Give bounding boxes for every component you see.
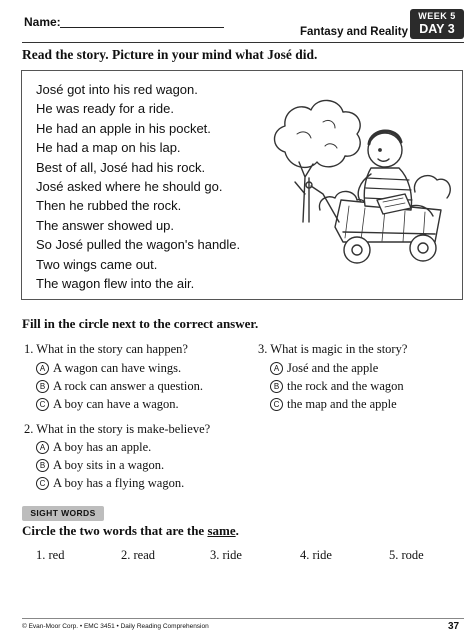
option-text: the map and the apple [287, 397, 397, 411]
option-text: A boy can have a wagon. [53, 397, 179, 411]
boy-wagon-illustration [265, 82, 455, 282]
page-number: 37 [448, 621, 460, 632]
q2-option-c[interactable] [36, 476, 184, 491]
option-text: the rock and the wagon [287, 379, 404, 393]
story-line: José got into his red wagon. [36, 82, 198, 97]
sight-words-badge: SIGHT WORDS [22, 506, 104, 521]
underlined-word: same [207, 523, 236, 538]
instruction-text: Circle the two words that are the [22, 523, 208, 538]
option-text: A wagon can have wings. [53, 361, 182, 375]
story-line: José asked where he should go. [36, 178, 223, 194]
sight-word-2[interactable]: 2. read [121, 548, 156, 562]
question-1-title: 1. What in the story can happen? [24, 342, 188, 356]
header-divider [22, 42, 464, 43]
instruction-end: . [235, 523, 239, 538]
sight-word-3[interactable]: 3. ride [210, 548, 242, 562]
option-text: A rock can answer a question. [53, 379, 203, 393]
story-line: The answer showed up. [36, 217, 175, 233]
answer-bubble[interactable]: A [270, 362, 283, 375]
question-3-title: 3. What is magic in the story? [258, 342, 408, 356]
q1-option-a[interactable] [36, 361, 181, 376]
answer-bubble[interactable]: C [270, 398, 283, 411]
answer-bubble[interactable]: C [36, 398, 49, 411]
answer-bubble[interactable]: B [270, 380, 283, 393]
story-line: The wagon flew into the air. [36, 275, 195, 291]
footer-copyright: © Evan-Moor Corp. • EMC 3451 • Daily Reading Comprehension [22, 623, 209, 630]
option-text: José and the apple [287, 361, 379, 375]
story-line: Two wings came out. [36, 256, 158, 272]
option-text: A boy sits in a wagon. [53, 458, 165, 472]
question-2-title: 2. What in the story is make-believe? [24, 422, 211, 436]
story-line: Best of all, José had his rock. [36, 159, 206, 175]
day-label: DAY 3 [419, 22, 455, 36]
story-instruction: Read the story. Picture in your mind what José did. [22, 47, 318, 62]
footer-divider [22, 618, 464, 619]
answer-bubble[interactable]: C [36, 477, 49, 490]
story-line: He had a map on his lap. [36, 140, 181, 156]
sight-word-5[interactable]: 5. rode [389, 548, 424, 562]
answer-bubble[interactable]: B [36, 459, 49, 472]
option-text: A boy has a flying wagon. [53, 476, 185, 490]
week-label: WEEK 5 [418, 11, 456, 21]
questions-instruction: Fill in the circle next to the correct answer. [22, 316, 259, 331]
answer-bubble[interactable]: A [36, 441, 49, 454]
answer-bubble[interactable]: B [36, 380, 49, 393]
q3-option-c[interactable] [270, 397, 397, 412]
week-day-badge [410, 9, 464, 39]
story-line: He was ready for a ride. [36, 101, 175, 117]
story-line: Then he rubbed the rock. [36, 198, 182, 214]
sight-words-instruction [22, 523, 239, 539]
sight-word-4[interactable]: 4. ride [300, 548, 332, 562]
q3-option-b[interactable] [270, 379, 404, 394]
story-text [36, 80, 240, 293]
sight-word-1[interactable]: 1. red [36, 548, 65, 562]
option-text: A boy has an apple. [53, 440, 152, 454]
story-line: He had an apple in his pocket. [36, 120, 211, 136]
answer-bubble[interactable]: A [36, 362, 49, 375]
q2-option-a[interactable] [36, 440, 151, 455]
q2-option-b[interactable] [36, 458, 164, 473]
q1-option-c[interactable] [36, 397, 179, 412]
name-label: Name: [24, 15, 61, 29]
q1-option-b[interactable] [36, 379, 203, 394]
name-line [60, 27, 224, 28]
topic-title: Fantasy and Reality [300, 26, 409, 38]
q3-option-a[interactable] [270, 361, 378, 376]
story-line: So José pulled the wagon's handle. [36, 237, 241, 253]
